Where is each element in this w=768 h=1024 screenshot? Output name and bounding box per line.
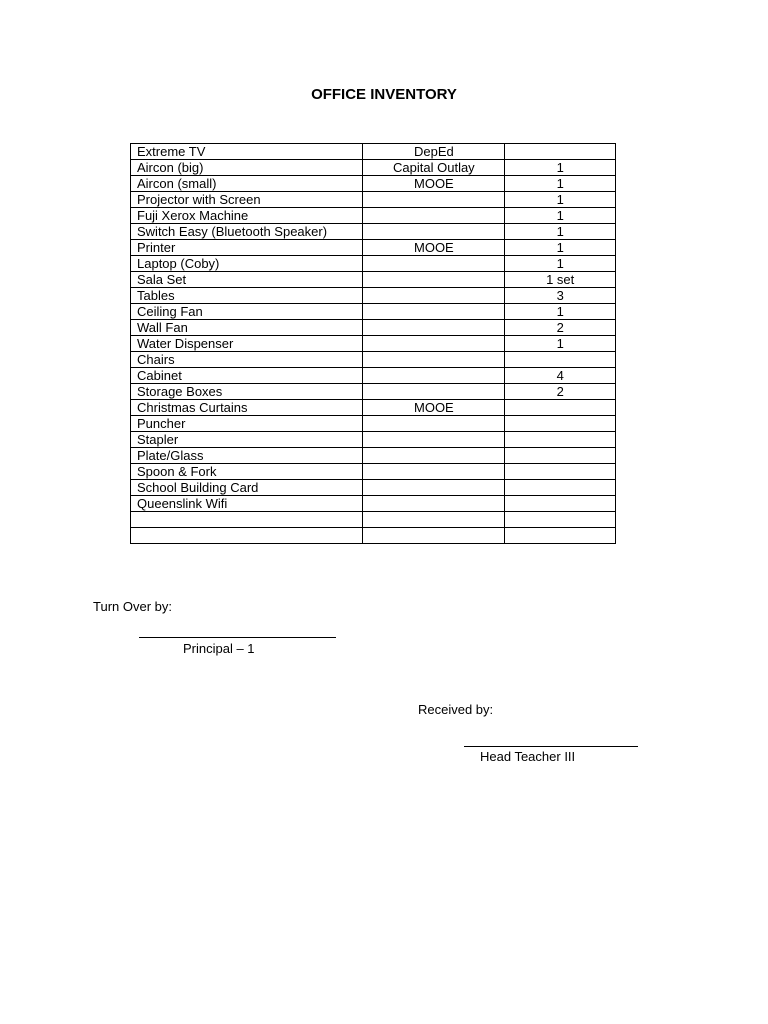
fund-source-cell [363,336,505,352]
item-name-cell: Aircon (small) [131,176,363,192]
fund-source-cell [363,256,505,272]
item-name-cell [131,528,363,544]
item-name-cell: Storage Boxes [131,384,363,400]
table-row [131,432,616,448]
fund-source-cell [363,496,505,512]
table-row [131,256,616,272]
principal-signature-line [139,637,336,638]
fund-source-cell [363,192,505,208]
item-name-cell: Laptop (Coby) [131,256,363,272]
quantity-cell [505,496,616,512]
table-row [131,272,616,288]
quantity-cell: 1 [505,336,616,352]
quantity-cell [505,528,616,544]
principal-position: Principal – 1 [183,641,255,656]
fund-source-cell [363,528,505,544]
item-name-cell: Christmas Curtains [131,400,363,416]
quantity-cell: 1 [505,176,616,192]
quantity-cell: 4 [505,368,616,384]
table-row [131,496,616,512]
table-row [131,480,616,496]
item-name-cell: Switch Easy (Bluetooth Speaker) [131,224,363,240]
table-row [131,352,616,368]
fund-source-cell [363,448,505,464]
turn-over-label: Turn Over by: [93,599,172,614]
table-row [131,208,616,224]
quantity-cell: 1 set [505,272,616,288]
quantity-cell: 1 [505,192,616,208]
fund-source-cell: MOOE [363,240,505,256]
table-row [131,320,616,336]
fund-source-cell: DepEd [363,144,505,160]
fund-source-cell [363,368,505,384]
table-row [131,448,616,464]
item-name-cell: Queenslink Wifi [131,496,363,512]
item-name-cell: Plate/Glass [131,448,363,464]
item-name-cell: Sala Set [131,272,363,288]
table-row [131,176,616,192]
quantity-cell [505,464,616,480]
table-row [131,144,616,160]
table-row [131,368,616,384]
quantity-cell [505,400,616,416]
quantity-cell: 1 [505,304,616,320]
quantity-cell: 1 [505,224,616,240]
table-row [131,240,616,256]
fund-source-cell: MOOE [363,176,505,192]
item-name-cell: Chairs [131,352,363,368]
item-name-cell [131,512,363,528]
head-teacher-signature-line [464,746,638,747]
item-name-cell: Aircon (big) [131,160,363,176]
fund-source-cell [363,288,505,304]
table-row [131,384,616,400]
item-name-cell: Tables [131,288,363,304]
fund-source-cell [363,480,505,496]
item-name-cell: Stapler [131,432,363,448]
received-label: Received by: [418,702,494,717]
quantity-cell: 3 [505,288,616,304]
table-row [131,528,616,544]
table-row [131,400,616,416]
fund-source-cell [363,304,505,320]
table-row [131,512,616,528]
quantity-cell [505,480,616,496]
quantity-cell: 1 [505,160,616,176]
fund-source-cell [363,272,505,288]
table-row [131,192,616,208]
fund-source-cell [363,432,505,448]
item-name-cell: Ceiling Fan [131,304,363,320]
fund-source-cell [363,384,505,400]
fund-source-cell: Capital Outlay [363,160,505,176]
table-row [131,288,616,304]
inventory-table [130,143,616,544]
quantity-cell: 1 [505,256,616,272]
document-title: OFFICE INVENTORY [311,86,457,103]
item-name-cell: Fuji Xerox Machine [131,208,363,224]
item-name-cell: Puncher [131,416,363,432]
quantity-cell [505,512,616,528]
table-row [131,416,616,432]
table-row [131,304,616,320]
quantity-cell: 1 [505,208,616,224]
fund-source-cell [363,464,505,480]
quantity-cell [505,432,616,448]
table-row [131,464,616,480]
inventory-table-body [131,144,616,544]
head-teacher-position: Head Teacher III [480,749,576,764]
item-name-cell: Printer [131,240,363,256]
quantity-cell: 1 [505,240,616,256]
quantity-cell: 2 [505,320,616,336]
quantity-cell [505,416,616,432]
quantity-cell [505,144,616,160]
item-name-cell: Spoon & Fork [131,464,363,480]
quantity-cell: 2 [505,384,616,400]
table-row [131,224,616,240]
item-name-cell: Water Dispenser [131,336,363,352]
item-name-cell: Cabinet [131,368,363,384]
fund-source-cell [363,512,505,528]
table-row [131,160,616,176]
fund-source-cell [363,352,505,368]
fund-source-cell [363,208,505,224]
fund-source-cell [363,320,505,336]
quantity-cell [505,352,616,368]
item-name-cell: School Building Card [131,480,363,496]
fund-source-cell: MOOE [363,400,505,416]
fund-source-cell [363,224,505,240]
quantity-cell [505,448,616,464]
item-name-cell: Wall Fan [131,320,363,336]
table-row [131,336,616,352]
item-name-cell: Projector with Screen [131,192,363,208]
item-name-cell: Extreme TV [131,144,363,160]
fund-source-cell [363,416,505,432]
